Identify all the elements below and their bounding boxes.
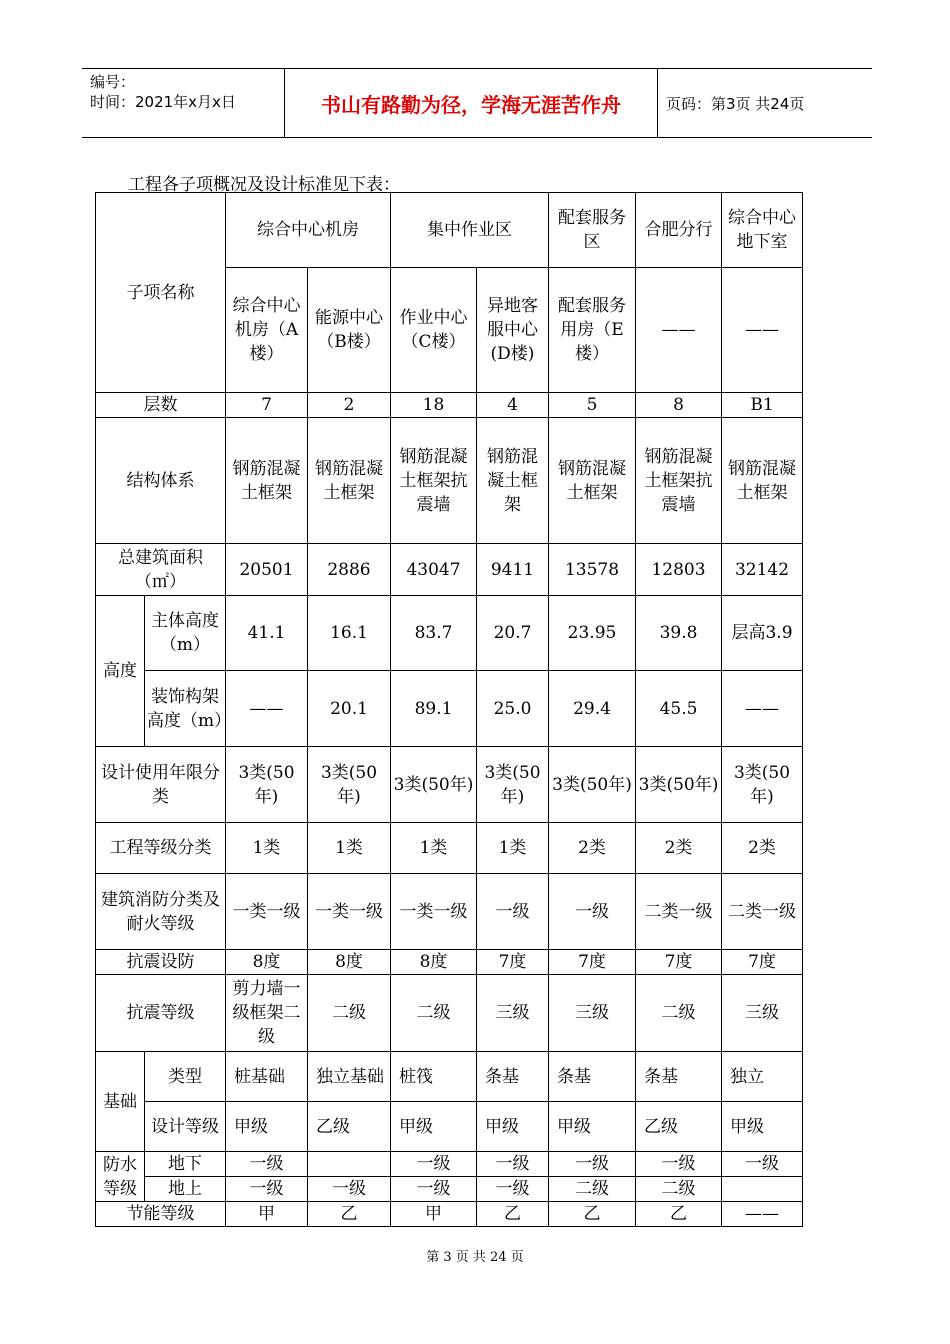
row-label: 总建筑面积（㎡） bbox=[96, 544, 226, 596]
table-row bbox=[96, 1177, 803, 1202]
cell: 2类 bbox=[722, 823, 803, 874]
cell: 钢筋混凝土框架抗震墙 bbox=[636, 418, 722, 544]
row-label: 层数 bbox=[96, 393, 226, 418]
cell: 1类 bbox=[391, 823, 477, 874]
cell: 2类 bbox=[549, 823, 636, 874]
cell: 桩基础 bbox=[226, 1052, 308, 1102]
cell: 独立基础 bbox=[308, 1052, 391, 1102]
cell: 7 bbox=[226, 393, 308, 418]
sub-header: 配套服务用房（E楼） bbox=[549, 268, 636, 393]
cell: 9411 bbox=[477, 544, 549, 596]
waterproof-group-label: 防水等级 bbox=[96, 1152, 145, 1202]
table-row bbox=[96, 874, 803, 950]
cell: 12803 bbox=[636, 544, 722, 596]
cell: 甲级 bbox=[722, 1102, 803, 1152]
cell: B1 bbox=[722, 393, 803, 418]
cell: 一级 bbox=[477, 1177, 549, 1202]
cell: 20.1 bbox=[308, 671, 391, 747]
cell: 3类(50年) bbox=[226, 747, 308, 823]
cell: 5 bbox=[549, 393, 636, 418]
page-footer: 第 3 页 共 24 页 bbox=[426, 1250, 524, 1265]
cell: 89.1 bbox=[391, 671, 477, 747]
cell: 乙 bbox=[549, 1202, 636, 1227]
cell: 32142 bbox=[722, 544, 803, 596]
cell: 2886 bbox=[308, 544, 391, 596]
cell: 钢筋混凝土框架 bbox=[308, 418, 391, 544]
cell: 乙级 bbox=[636, 1102, 722, 1152]
group-header: 综合中心地下室 bbox=[722, 193, 803, 268]
cell: 钢筋混凝土框架抗震墙 bbox=[391, 418, 477, 544]
row-label: 抗震等级 bbox=[96, 975, 226, 1052]
table-row bbox=[96, 950, 803, 975]
group-header: 合肥分行 bbox=[636, 193, 722, 268]
cell: 钢筋混凝土框架 bbox=[226, 418, 308, 544]
cell: 8 bbox=[636, 393, 722, 418]
cell: 甲 bbox=[226, 1202, 308, 1227]
cell: 83.7 bbox=[391, 596, 477, 671]
row-label: 类型 bbox=[145, 1052, 226, 1102]
table-row bbox=[96, 544, 803, 596]
col-item-header: 子项名称 bbox=[96, 193, 226, 393]
cell: 13578 bbox=[549, 544, 636, 596]
cell bbox=[308, 1152, 391, 1177]
cell: 4 bbox=[477, 393, 549, 418]
cell: 钢筋混凝土框架 bbox=[477, 418, 549, 544]
table-row bbox=[96, 1052, 803, 1102]
cell: 39.8 bbox=[636, 596, 722, 671]
height-group-label: 高度 bbox=[96, 596, 145, 747]
cell: 三级 bbox=[722, 975, 803, 1052]
cell: 20.7 bbox=[477, 596, 549, 671]
group-header: 配套服务区 bbox=[549, 193, 636, 268]
cell bbox=[722, 1177, 803, 1202]
cell: 23.95 bbox=[549, 596, 636, 671]
cell: 三级 bbox=[549, 975, 636, 1052]
cell: 7度 bbox=[722, 950, 803, 975]
table-row bbox=[96, 975, 803, 1052]
row-label: 结构体系 bbox=[96, 418, 226, 544]
cell: 二级 bbox=[308, 975, 391, 1052]
cell: 一类一级 bbox=[391, 874, 477, 950]
cell: 一级 bbox=[549, 874, 636, 950]
header-meta bbox=[82, 69, 285, 137]
sub-header: 作业中心（C楼） bbox=[391, 268, 477, 393]
cell: 一级 bbox=[477, 1152, 549, 1177]
group-header: 集中作业区 bbox=[391, 193, 549, 268]
sub-header: —— bbox=[722, 268, 803, 393]
cell: 层高3.9 bbox=[722, 596, 803, 671]
row-label: 设计使用年限分类 bbox=[96, 747, 226, 823]
cell: 8度 bbox=[391, 950, 477, 975]
cell: 乙 bbox=[477, 1202, 549, 1227]
row-label: 地上 bbox=[145, 1177, 226, 1202]
table-row bbox=[96, 823, 803, 874]
cell: 3类(50年) bbox=[477, 747, 549, 823]
table-row bbox=[96, 1152, 803, 1177]
cell: 1类 bbox=[477, 823, 549, 874]
row-label: 建筑消防分类及耐火等级 bbox=[96, 874, 226, 950]
cell: 乙级 bbox=[308, 1102, 391, 1152]
cell: 一级 bbox=[308, 1177, 391, 1202]
table-row bbox=[96, 418, 803, 544]
cell: 1类 bbox=[226, 823, 308, 874]
cell: 甲级 bbox=[477, 1102, 549, 1152]
cell: 二级 bbox=[549, 1177, 636, 1202]
cell: 8度 bbox=[308, 950, 391, 975]
code-label: 编号： bbox=[90, 73, 136, 91]
cell: 钢筋混凝土框架 bbox=[549, 418, 636, 544]
cell: 二类一级 bbox=[636, 874, 722, 950]
cell: 甲级 bbox=[549, 1102, 636, 1152]
row-label: 装饰构架高度（m） bbox=[145, 671, 226, 747]
cell: 18 bbox=[391, 393, 477, 418]
cell: 3类(50年) bbox=[549, 747, 636, 823]
sub-header: —— bbox=[636, 268, 722, 393]
cell: 一级 bbox=[226, 1177, 308, 1202]
cell: 3类(50年) bbox=[308, 747, 391, 823]
cell: 二级 bbox=[391, 975, 477, 1052]
table-row bbox=[96, 747, 803, 823]
cell: 1类 bbox=[308, 823, 391, 874]
intro-text: 工程各子项概况及设计标准见下表： bbox=[128, 175, 400, 195]
table-row bbox=[96, 671, 803, 747]
cell: 2 bbox=[308, 393, 391, 418]
row-label: 主体高度（m） bbox=[145, 596, 226, 671]
foundation-group-label: 基础 bbox=[96, 1052, 145, 1152]
cell: —— bbox=[226, 671, 308, 747]
cell: 一类一级 bbox=[226, 874, 308, 950]
cell: 二类一级 bbox=[722, 874, 803, 950]
cell: 一级 bbox=[477, 874, 549, 950]
cell: 甲 bbox=[391, 1202, 477, 1227]
cell: 剪力墙一级框架二级 bbox=[226, 975, 308, 1052]
cell: 二级 bbox=[636, 1177, 722, 1202]
cell: 43047 bbox=[391, 544, 477, 596]
group-header: 综合中心机房 bbox=[226, 193, 391, 268]
cell: 一级 bbox=[391, 1177, 477, 1202]
cell: 一类一级 bbox=[308, 874, 391, 950]
cell: 一级 bbox=[636, 1152, 722, 1177]
project-table bbox=[95, 192, 803, 1227]
cell: 二级 bbox=[636, 975, 722, 1052]
cell: 41.1 bbox=[226, 596, 308, 671]
header-motto: 书山有路勤为径，学海无涯苦作舟 bbox=[285, 69, 658, 137]
cell: 8度 bbox=[226, 950, 308, 975]
cell: —— bbox=[722, 671, 803, 747]
cell: 3类(50年) bbox=[722, 747, 803, 823]
cell: 条基 bbox=[636, 1052, 722, 1102]
sub-header: 综合中心机房（A楼） bbox=[226, 268, 308, 393]
cell: 钢筋混凝土框架 bbox=[722, 418, 803, 544]
page-header bbox=[82, 68, 872, 138]
cell: 条基 bbox=[477, 1052, 549, 1102]
cell: 一级 bbox=[226, 1152, 308, 1177]
table-row bbox=[96, 596, 803, 671]
cell: 3类(50年) bbox=[391, 747, 477, 823]
cell: 7度 bbox=[477, 950, 549, 975]
header-page-number: 页码：第3页 共24页 bbox=[666, 94, 805, 113]
cell: 2类 bbox=[636, 823, 722, 874]
sub-header: 能源中心（B楼） bbox=[308, 268, 391, 393]
row-label: 工程等级分类 bbox=[96, 823, 226, 874]
cell: 20501 bbox=[226, 544, 308, 596]
sub-header: 异地客服中心(D楼) bbox=[477, 268, 549, 393]
cell: 一级 bbox=[722, 1152, 803, 1177]
row-label: 抗震设防 bbox=[96, 950, 226, 975]
row-label: 地下 bbox=[145, 1152, 226, 1177]
table-row bbox=[96, 1102, 803, 1152]
table-row bbox=[96, 393, 803, 418]
cell: 7度 bbox=[549, 950, 636, 975]
time-label: 时间：2021年x月x日 bbox=[90, 93, 236, 111]
cell: 甲级 bbox=[226, 1102, 308, 1152]
cell: 独立 bbox=[722, 1052, 803, 1102]
cell: 一级 bbox=[549, 1152, 636, 1177]
cell: 条基 bbox=[549, 1052, 636, 1102]
cell: —— bbox=[722, 1202, 803, 1227]
cell: 16.1 bbox=[308, 596, 391, 671]
row-label: 设计等级 bbox=[145, 1102, 226, 1152]
cell: 三级 bbox=[477, 975, 549, 1052]
cell: 乙 bbox=[636, 1202, 722, 1227]
cell: 一级 bbox=[391, 1152, 477, 1177]
cell: 25.0 bbox=[477, 671, 549, 747]
table-row bbox=[96, 1202, 803, 1227]
cell: 乙 bbox=[308, 1202, 391, 1227]
cell: 桩筏 bbox=[391, 1052, 477, 1102]
row-label: 节能等级 bbox=[96, 1202, 226, 1227]
cell: 3类(50年) bbox=[636, 747, 722, 823]
cell: 7度 bbox=[636, 950, 722, 975]
cell: 甲级 bbox=[391, 1102, 477, 1152]
cell: 45.5 bbox=[636, 671, 722, 747]
cell: 29.4 bbox=[549, 671, 636, 747]
